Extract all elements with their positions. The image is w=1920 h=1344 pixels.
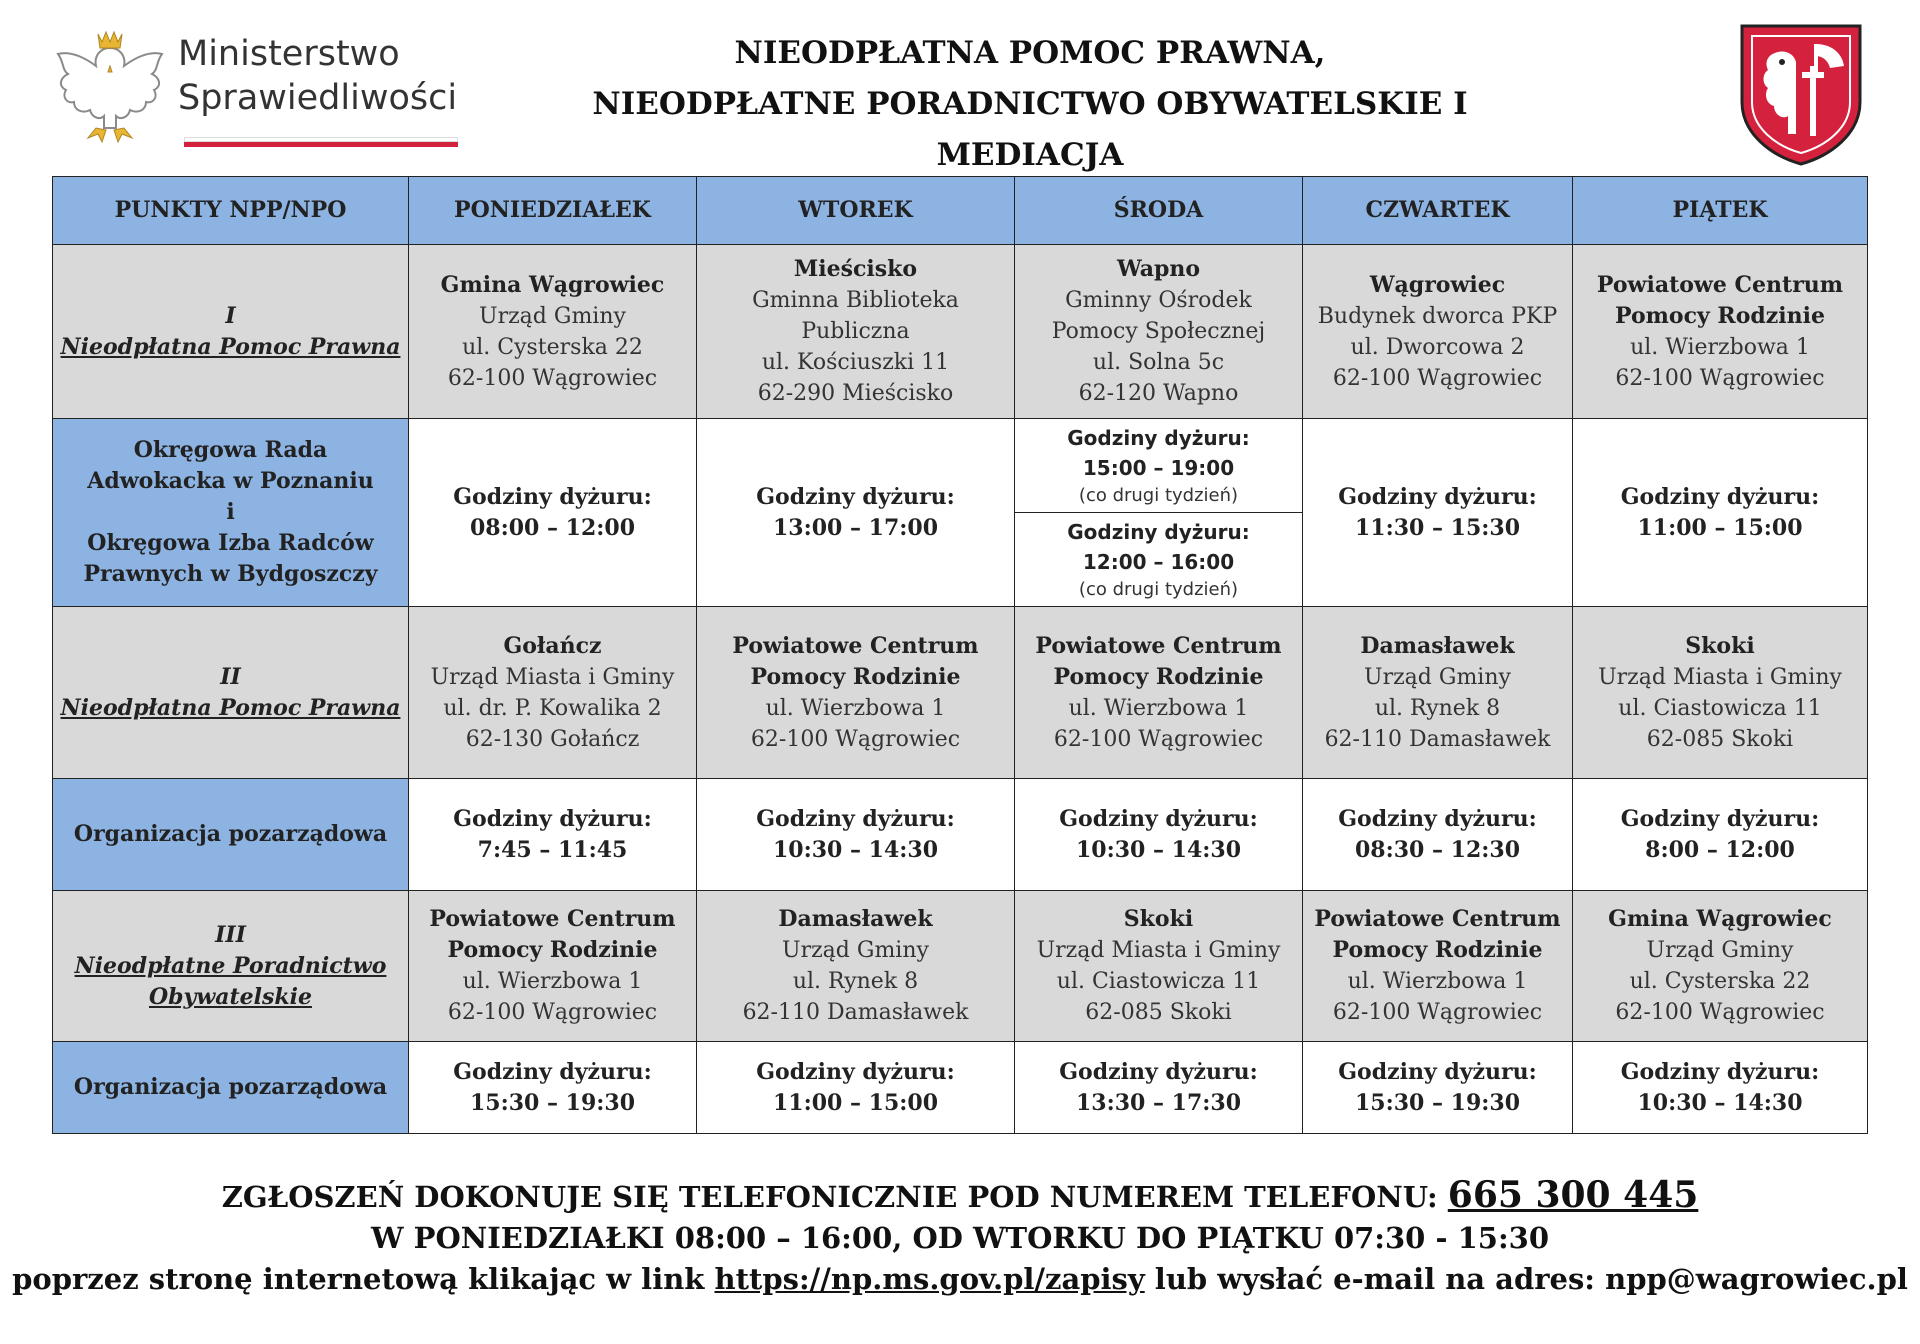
location-name: Wągrowiec [1369,271,1506,298]
location-line: ul. Dworcowa 2 [1350,334,1525,360]
footer-hours-line: W PONIEDZIAŁKI 08:00 – 16:00, OD WTORKU DO PIĄTKU 07:30 - 15:30 [370,1221,1550,1255]
hours-value: 11:30 – 15:30 [1354,514,1521,541]
row-name: Nieodpłatna Pomoc Prawna [60,694,401,721]
hours-label: Godziny dyżuru: [756,805,955,832]
location-line: Urząd Miasta i Gminy [430,664,675,690]
page-header [0,0,1920,175]
row-label-ngo-2: Organizacja pozarządowa [53,1042,409,1134]
location-line: ul. Wierzbowa 1 [1068,695,1249,721]
col-header-tuesday: WTOREK [697,177,1015,245]
contact-footer [0,1175,1920,1300]
location-name: Gmina Wągrowiec [440,271,665,298]
hours-label: Godziny dyżuru: [453,483,652,510]
location-cell [1303,891,1573,1042]
col-header-friday: PIĄTEK [1573,177,1868,245]
hours-value: 15:00 – 19:00 [1082,455,1235,480]
location-line: ul. Rynek 8 [1374,695,1501,721]
title-line2: NIEODPŁATNE PORADNICTWO OBYWATELSKIE I MEDIACJA [592,86,1468,173]
location-cell [1303,245,1573,419]
location-line: 62-100 Wągrowiec [447,365,658,391]
email-text: lub wysłać e-mail na adres: npp@wagrowiec.pl [1144,1262,1908,1296]
location-line: 62-100 Wągrowiec [1615,1000,1825,1025]
location-line: ul. Cysterska 22 [1629,969,1811,994]
location-line: Urząd Miasta i Gminy [1036,938,1281,963]
hours-cell [1573,419,1868,607]
hours-value: 10:30 – 14:30 [1637,1089,1803,1116]
hours-cell [697,779,1015,891]
hours-label: Godziny dyżuru: [1338,805,1537,832]
location-line: Urząd Gminy [1364,664,1511,690]
label-line: Okręgowa Rada [133,437,328,463]
table-header-row [53,177,1868,245]
table-row-npp-2 [53,607,1868,779]
location-cell [697,891,1015,1042]
hours-label: Godziny dyżuru: [1620,483,1820,510]
hours-cell [697,1042,1015,1134]
hours-cell [409,779,697,891]
hours-cell [1015,779,1303,891]
location-name: Skoki [1123,906,1194,932]
ministry-name-line1: Ministerstwo [178,34,400,74]
hours-value: 08:30 – 12:30 [1354,836,1521,863]
location-name: Powiatowe Centrum Pomocy Rodzinie [1314,906,1561,963]
hours-cell [1573,779,1868,891]
hours-value: 15:30 – 19:30 [1354,1089,1521,1116]
phone-number[interactable]: 665 300 445 [1447,1174,1699,1216]
ministry-name-line2: Sprawiedliwości [178,78,458,118]
row-label-npp-1 [53,245,409,419]
flag-bar [184,137,458,147]
polish-eagle-icon [50,20,170,150]
location-name: Gołańcz [503,632,602,659]
location-cell [697,607,1015,779]
location-line: Budynek dworca PKP [1317,303,1558,329]
hours-label: Godziny dyżuru: [1338,483,1537,510]
location-line: Urząd Gminy [1646,938,1794,963]
hours-value: 10:30 – 14:30 [772,836,939,863]
location-name: Skoki [1685,632,1755,659]
location-line: Urząd Gminy [479,303,626,329]
hours-cell [409,419,697,607]
location-name: Wapno [1116,256,1201,282]
hours-label: Godziny dyżuru: [1620,1058,1820,1085]
row-number: II [220,663,241,690]
location-name: Damasławek [778,906,933,932]
hours-label: Godziny dyżuru: [1059,805,1258,832]
title-line1: NIEODPŁATNA POMOC PRAWNA, [734,35,1326,71]
hours-value: 13:00 – 17:00 [772,514,939,541]
hours-cell [1303,419,1573,607]
location-cell [1015,245,1303,419]
table-row-npo [53,891,1868,1042]
page-title [500,28,1560,181]
hours-label: Godziny dyżuru: [453,1058,652,1085]
location-name: Gmina Wągrowiec [1608,906,1832,932]
location-cell [1015,891,1303,1042]
location-line: Gminny Ośrodek [1065,288,1252,313]
location-line: 62-100 Wągrowiec [1332,365,1543,391]
location-line: 62-100 Wągrowiec [750,726,961,752]
col-header-monday: PONIEDZIAŁEK [409,177,697,245]
location-line: Urząd Miasta i Gminy [1598,664,1842,690]
location-line: 62-100 Wągrowiec [1615,365,1825,391]
location-cell [1573,245,1868,419]
location-line: ul. Ciastowicza 11 [1056,969,1261,994]
hours-value: 13:30 – 17:30 [1075,1089,1242,1116]
row-name: Nieodpłatna Pomoc Prawna [60,333,401,360]
location-name: Powiatowe Centrum Pomocy Rodzinie [1035,632,1282,690]
ministry-logo [50,20,470,155]
location-line: Gminna Biblioteka [752,288,959,313]
registration-link[interactable]: https://np.ms.gov.pl/zapisy [714,1262,1145,1296]
hours-label: Godziny dyżuru: [1067,425,1250,450]
location-name: Powiatowe Centrum Pomocy Rodzinie [1596,271,1844,329]
col-header-thursday: CZWARTEK [1303,177,1573,245]
location-line: Pomocy Społecznej [1051,319,1266,344]
footer-phone-line [0,1175,1920,1218]
hours-label: Godziny dyżuru: [756,483,955,510]
hours-cell [1303,1042,1573,1134]
location-line: ul. Wierzbowa 1 [1347,969,1528,994]
hours-value: 8:00 – 12:00 [1645,836,1795,863]
table-row-advocates [53,419,1868,607]
hours-label: Godziny dyżuru: [756,1058,955,1085]
hours-cell [409,1042,697,1134]
hours-note: (co drugi tydzień) [1078,578,1239,600]
location-line: 62-100 Wągrowiec [1053,726,1264,752]
location-name: Powiatowe Centrum Pomocy Rodzinie [732,632,979,690]
location-cell [1573,891,1868,1042]
label-line: Prawnych w Bydgoszczy [83,561,378,587]
location-line: ul. Wierzbowa 1 [462,969,643,994]
web-intro: poprzez stronę internetową klikając w link [12,1262,715,1296]
location-line: ul. Solna 5c [1092,350,1225,375]
hours-value: 15:30 – 19:30 [469,1089,636,1116]
location-line: ul. Wierzbowa 1 [1630,334,1810,360]
row-number: III [215,921,246,948]
footer-web-line [0,1259,1920,1300]
location-cell [697,245,1015,419]
coat-of-arms-icon [1738,22,1864,168]
table-row-ngo-2 [53,1042,1868,1134]
location-line: ul. Kościuszki 11 [761,350,950,375]
location-line: 62-130 Gołańcz [465,726,640,752]
ministry-name [178,32,457,120]
col-header-wednesday: ŚRODA [1015,177,1303,245]
row-name: Nieodpłatne Poradnictwo Obywatelskie [74,952,387,1010]
location-name: Mieścisko [793,256,918,282]
label-line: Adwokacka w Poznaniu [87,468,374,494]
hours-value: 11:00 – 15:00 [772,1089,939,1116]
phone-intro: ZGŁOSZEŃ DOKONUJE SIĘ TELEFONICZNIE POD NUMEREM TELEFONU: [221,1180,1448,1214]
location-line: ul. Rynek 8 [792,969,919,994]
hours-cell-split [1015,419,1303,607]
hours-value: 11:00 – 15:00 [1637,514,1803,541]
location-line: 62-120 Wapno [1078,381,1239,406]
location-line: 62-110 Damasławek [742,1000,969,1025]
hours-cell [697,419,1015,607]
row-label-npp-2 [53,607,409,779]
hours-label: Godziny dyżuru: [1620,805,1820,832]
table-row-ngo-1 [53,779,1868,891]
hours-label: Godziny dyżuru: [1059,1058,1258,1085]
location-line: ul. dr. P. Kowalika 2 [443,695,662,721]
row-label-npo [53,891,409,1042]
hours-half [1015,419,1302,512]
location-line: ul. Ciastowicza 11 [1618,695,1822,721]
location-line: Urząd Gminy [782,938,929,963]
row-label-ngo-1: Organizacja pozarządowa [53,779,409,891]
location-cell [1015,607,1303,779]
label-line: i [226,499,235,525]
location-cell [409,891,697,1042]
hours-cell [1573,1042,1868,1134]
location-line: 62-100 Wągrowiec [1332,1000,1543,1025]
location-line: 62-290 Mieścisko [757,381,954,406]
location-line: 62-110 Damasławek [1324,726,1551,752]
row-label-advocates [53,419,409,607]
location-name: Powiatowe Centrum Pomocy Rodzinie [429,906,676,963]
label-line: Okręgowa Izba Radców [87,530,374,556]
hours-value: 10:30 – 14:30 [1075,836,1242,863]
location-line: 62-085 Skoki [1646,726,1794,752]
location-name: Damasławek [1360,632,1515,659]
table-row-npp-1 [53,245,1868,419]
location-cell [1573,607,1868,779]
hours-value: 7:45 – 11:45 [477,836,628,863]
location-line: ul. Cysterska 22 [462,334,643,360]
hours-label: Godziny dyżuru: [1067,519,1250,544]
location-line: Publiczna [801,319,910,344]
hours-value: 12:00 – 16:00 [1082,549,1235,574]
hours-label: Godziny dyżuru: [1338,1058,1537,1085]
row-number: I [225,302,236,329]
location-cell [1303,607,1573,779]
hours-half [1015,512,1302,606]
col-header-points: PUNKTY NPP/NPO [53,177,409,245]
hours-value: 08:00 – 12:00 [469,514,636,541]
location-cell [409,607,697,779]
location-line: 62-100 Wągrowiec [447,1000,658,1025]
hours-note: (co drugi tydzień) [1078,484,1239,506]
schedule-table [52,176,1868,1134]
hours-cell [1303,779,1573,891]
location-line: ul. Wierzbowa 1 [765,695,946,721]
location-line: 62-085 Skoki [1085,1000,1232,1025]
location-cell [409,245,697,419]
hours-cell [1015,1042,1303,1134]
hours-label: Godziny dyżuru: [453,805,652,832]
